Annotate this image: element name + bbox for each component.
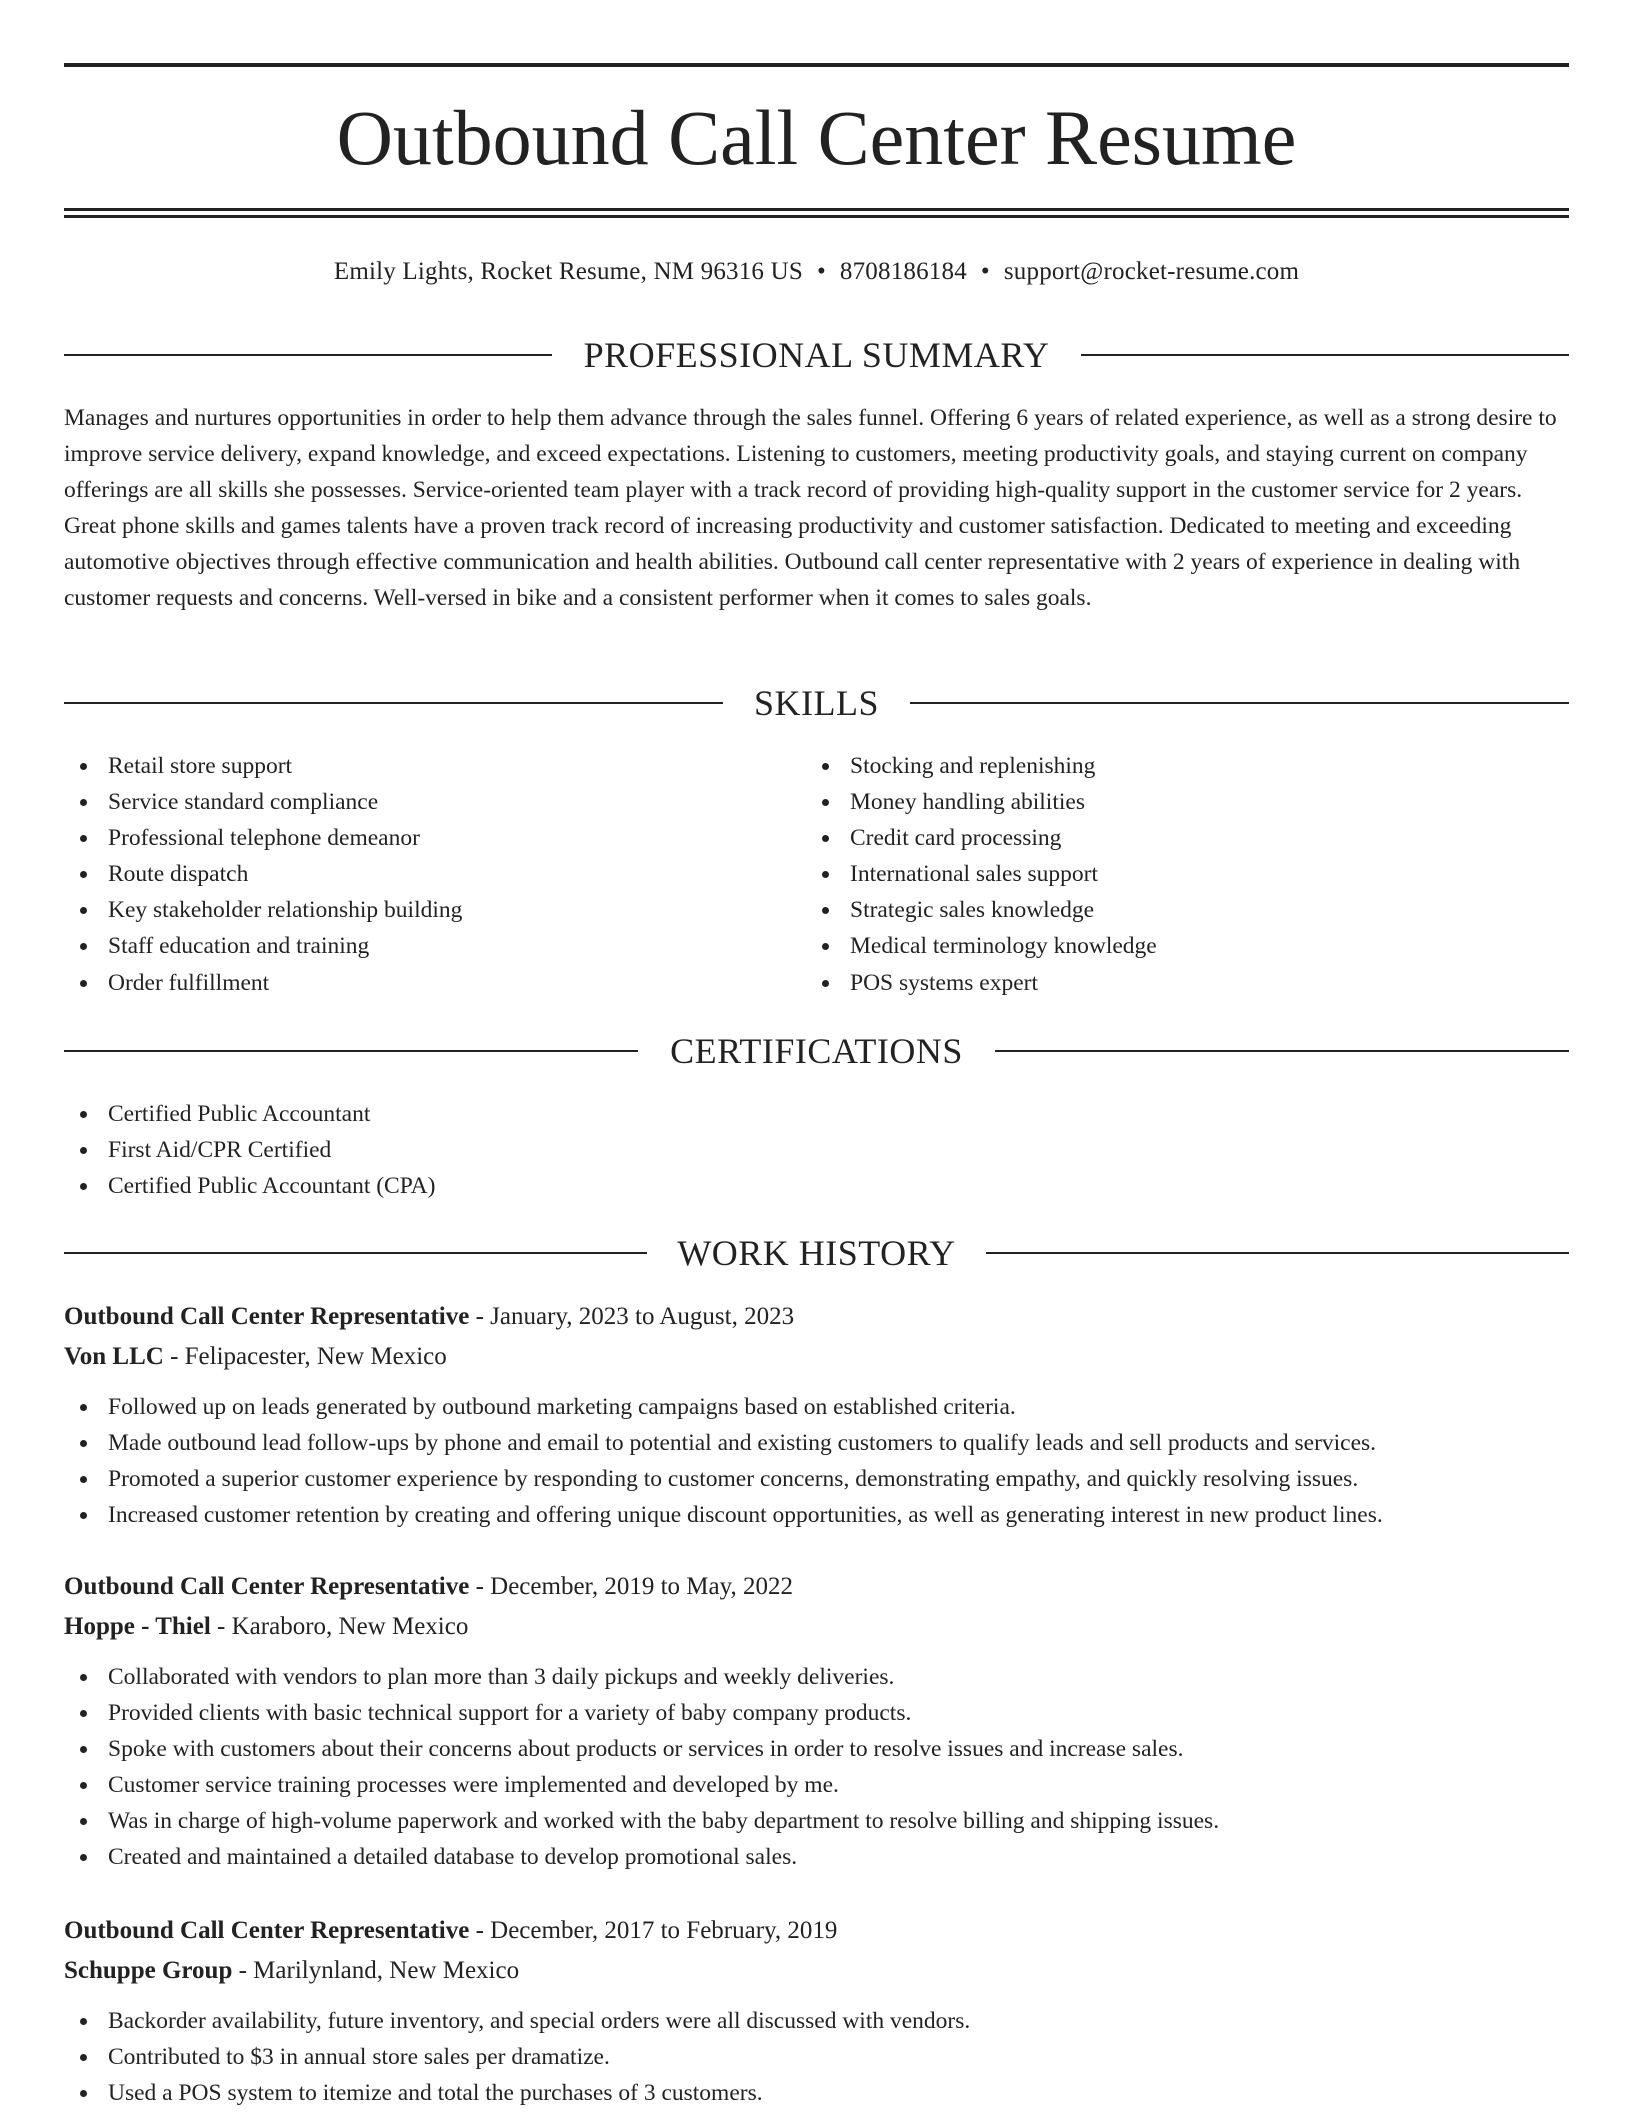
skill-item: Order fulfillment [64, 965, 804, 1001]
job-dates: - January, 2023 to August, 2023 [475, 1303, 795, 1330]
job-bullet: Followed up on leads generated by outbound marketing campaigns based on established criteria. [64, 1389, 1569, 1425]
skill-item: POS systems expert [806, 965, 1546, 1001]
skill-item: Stocking and replenishing [806, 748, 1546, 784]
job-title-line [64, 1567, 1569, 1607]
job-bullet: Made outbound lead follow-ups by phone and email to potential and existing customers to qualify leads and sell products and services. [64, 1425, 1569, 1461]
job-location: - Felipacester, New Mexico [170, 1343, 447, 1370]
summary-heading [64, 333, 1569, 377]
certification-item: First Aid/CPR Certified [64, 1132, 1569, 1168]
skills-heading [64, 681, 1569, 725]
skill-item: Key stakeholder relationship building [64, 892, 804, 928]
top-rule [64, 63, 1569, 67]
job-location: - Marilynland, New Mexico [238, 1957, 520, 1984]
job-entry [64, 1911, 1569, 2111]
certifications-heading [64, 1029, 1569, 1073]
heading-rule-right [986, 1252, 1569, 1254]
certifications-list [64, 1096, 1569, 1204]
job-company: Schuppe Group [64, 1957, 233, 1984]
job-company-line [64, 1337, 1569, 1377]
skill-item: Money handling abilities [806, 784, 1546, 820]
skill-item: Strategic sales knowledge [806, 892, 1546, 928]
job-entry [64, 1567, 1569, 1875]
skill-item: Medical terminology knowledge [806, 928, 1546, 964]
work-history-heading [64, 1231, 1569, 1275]
job-bullet: Spoke with customers about their concerns about products or services in order to resolve issues and increase sales. [64, 1731, 1569, 1767]
job-company: Hoppe - Thiel [64, 1613, 211, 1640]
job-entry [64, 1297, 1569, 1533]
job-location: - Karaboro, New Mexico [217, 1613, 469, 1640]
job-title: Outbound Call Center Representative [64, 1573, 470, 1600]
job-bullet: Created and maintained a detailed database to develop promotional sales. [64, 1839, 1569, 1875]
job-bullet: Collaborated with vendors to plan more than 3 daily pickups and weekly deliveries. [64, 1659, 1569, 1695]
heading-rule-right [910, 702, 1569, 704]
skill-item: International sales support [806, 856, 1546, 892]
skill-item: Route dispatch [64, 856, 804, 892]
job-bullet: Increased customer retention by creating and offering unique discount opportunities, as well as generating interest in new product lines. [64, 1497, 1569, 1533]
job-bullet: Contributed to $3 in annual store sales per dramatize. [64, 2039, 1569, 2075]
skills-list-left [64, 748, 804, 1001]
certifications-heading-label: CERTIFICATIONS [670, 1031, 963, 1071]
heading-rule-right [1081, 354, 1569, 356]
skills-heading-label: SKILLS [753, 683, 879, 723]
contact-line [64, 254, 1569, 290]
skill-item: Staff education and training [64, 928, 804, 964]
job-bullet: Used a POS system to itemize and total the purchases of 3 customers. [64, 2075, 1569, 2111]
skill-item: Retail store support [64, 748, 804, 784]
job-bullet: Backorder availability, future inventory, and special orders were all discussed with vendors. [64, 2003, 1569, 2039]
job-bullets [64, 2003, 1569, 2111]
job-title: Outbound Call Center Representative [64, 1303, 470, 1330]
contact-separator: • [816, 258, 826, 285]
contact-address: Emily Lights, Rocket Resume, NM 96316 US [333, 258, 803, 285]
contact-separator: • [980, 258, 990, 285]
skill-item: Service standard compliance [64, 784, 804, 820]
skill-item: Professional telephone demeanor [64, 820, 804, 856]
summary-heading-label: PROFESSIONAL SUMMARY [583, 335, 1050, 375]
job-bullet: Promoted a superior customer experience by responding to customer concerns, demonstrating empathy, and quickly resolving issues. [64, 1461, 1569, 1497]
job-title-line [64, 1911, 1569, 1951]
job-bullet: Customer service training processes were implemented and developed by me. [64, 1767, 1569, 1803]
job-dates: - December, 2019 to May, 2022 [475, 1573, 794, 1600]
job-dates: - December, 2017 to February, 2019 [475, 1917, 838, 1944]
title-double-rule [64, 208, 1569, 218]
job-title: Outbound Call Center Representative [64, 1917, 470, 1944]
certification-item: Certified Public Accountant (CPA) [64, 1168, 1569, 1204]
skill-item: Credit card processing [806, 820, 1546, 856]
contact-email: support@rocket-resume.com [1003, 258, 1300, 285]
job-bullets [64, 1389, 1569, 1533]
job-company-line [64, 1607, 1569, 1647]
job-title-line [64, 1297, 1569, 1337]
work-history-heading-label: WORK HISTORY [677, 1233, 956, 1273]
job-bullet: Provided clients with basic technical support for a variety of baby company products. [64, 1695, 1569, 1731]
job-company-line [64, 1951, 1569, 1991]
skills-list-right [806, 748, 1546, 1001]
resume-title: Outbound Call Center Resume [336, 94, 1297, 181]
summary-text: Manages and nurtures opportunities in order to help them advance through the sales funnel. Offering 6 years of related experience, as well as a strong desire to improve service delivery, expand knowledge, and exceed expectations. Listening to customers, meeting productivity goals, and staying current on company offerings are all skills she possesses. Service-oriented team player with a track record of providing high-quality support in the customer service for 2 years. Great phone skills and games talents have a proven track record of increasing productivity and customer satisfaction. Dedicated to meeting and exceeding automotive objectives through effective communication and health abilities. Outbound call center representative with 2 years of experience in dealing with customer requests and concerns. Well-versed in bike and a consistent performer when it comes to sales goals. [64, 405, 1557, 611]
contact-phone: 8708186184 [839, 258, 967, 285]
certification-item: Certified Public Accountant [64, 1096, 1569, 1132]
job-bullets [64, 1659, 1569, 1875]
job-bullet: Was in charge of high-volume paperwork and worked with the baby department to resolve billing and shipping issues. [64, 1803, 1569, 1839]
job-company: Von LLC [64, 1343, 164, 1370]
heading-rule-right [995, 1050, 1569, 1052]
